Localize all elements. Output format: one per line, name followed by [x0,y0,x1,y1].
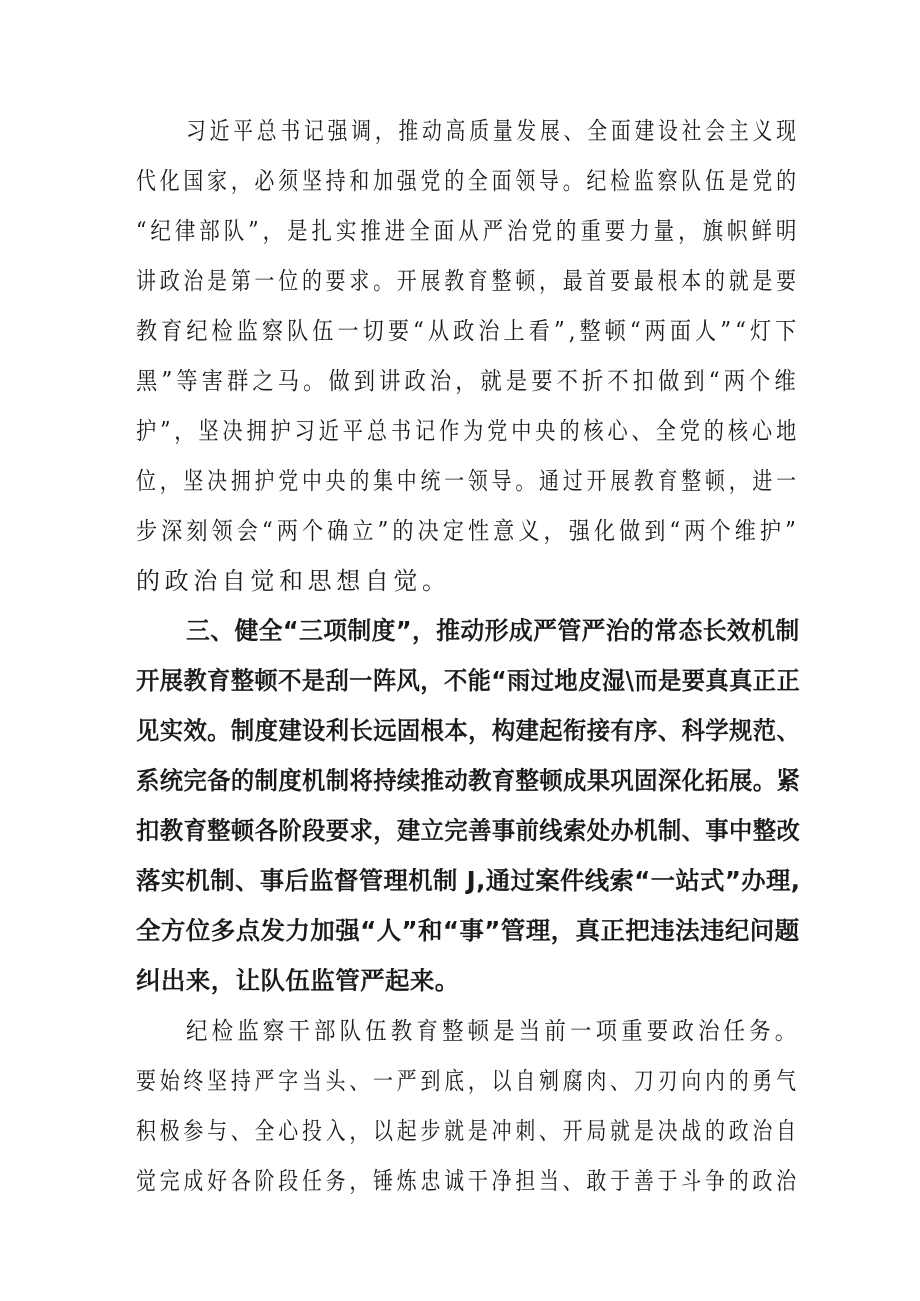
text-line: 习近平总书记强调，推动高质量发展、全面建设社会主义现 [186,117,800,145]
text-line: “纪律部队”，是扎实推进全面从严治党的重要力量，旗帜鲜明 [136,217,801,245]
text-line: 讲政治是第一位的要求。开展教育整顿，最首要最根本的就是要 [136,267,800,295]
text-line: 要始终坚持严字当头、一严到底，以自剜腐肉、刀刃向内的勇气 [136,1067,800,1095]
text-line: 黑”等害群之马。做到讲政治，就是要不折不扣做到“两个维 [136,367,800,395]
text-line: 代化国家，必须坚持和加强党的全面领导。纪检监察队伍是党的 [136,167,800,195]
text-line: 护”，坚决拥护习近平总书记作为党中央的核心、全党的核心地 [136,417,801,445]
text-line: 积极参与、全心投入，以起步就是冲刺、开局就是决战的政治自 [136,1117,800,1145]
text-line: 觉完成好各阶段任务，锤炼忠诚干净担当、敢于善于斗争的政治 [136,1167,800,1195]
text-line: 的政治自觉和思想自觉。 [136,567,451,595]
text-line: 全方位多点发力加强“人”和“事”管理，真正把违法违纪问题 [136,916,800,945]
text-line: 教育纪检监察队伍一切要“从政治上看”,整顿“两面人”“灯下 [136,317,801,345]
text-line: 纪检监察干部队伍教育整顿是当前一项重要政治任务。 [186,1017,801,1045]
text-line: 开展教育整顿不是刮一阵风，不能“雨过地皮湿\而是要真真正正 [136,666,801,695]
text-line: 见实效。制度建设利长远固根本，构建起衔接有序、科学规范、 [136,716,801,745]
text-line: 系统完备的制度机制将持续推动教育整顿成果巩固深化拓展。紧 [136,766,801,795]
section-heading: 三、健全“三项制度”，推动形成严管严治的常态长效机制 [186,616,800,645]
text-line: 位，坚决拥护党中央的集中统一领导。通过开展教育整顿，进一 [136,467,800,495]
text-line: 落实机制、事后监督管理机制 J,通过案件线索“一站式”办理, [136,866,801,895]
text-line: 纠出来，让队伍监管严起来。 [136,966,460,995]
text-line: 步深刻领会“两个确立”的决定性意义，强化做到“两个维护” [136,517,800,545]
text-line: 扣教育整顿各阶段要求，建立完善事前线索处办机制、事中整改 [136,816,801,845]
